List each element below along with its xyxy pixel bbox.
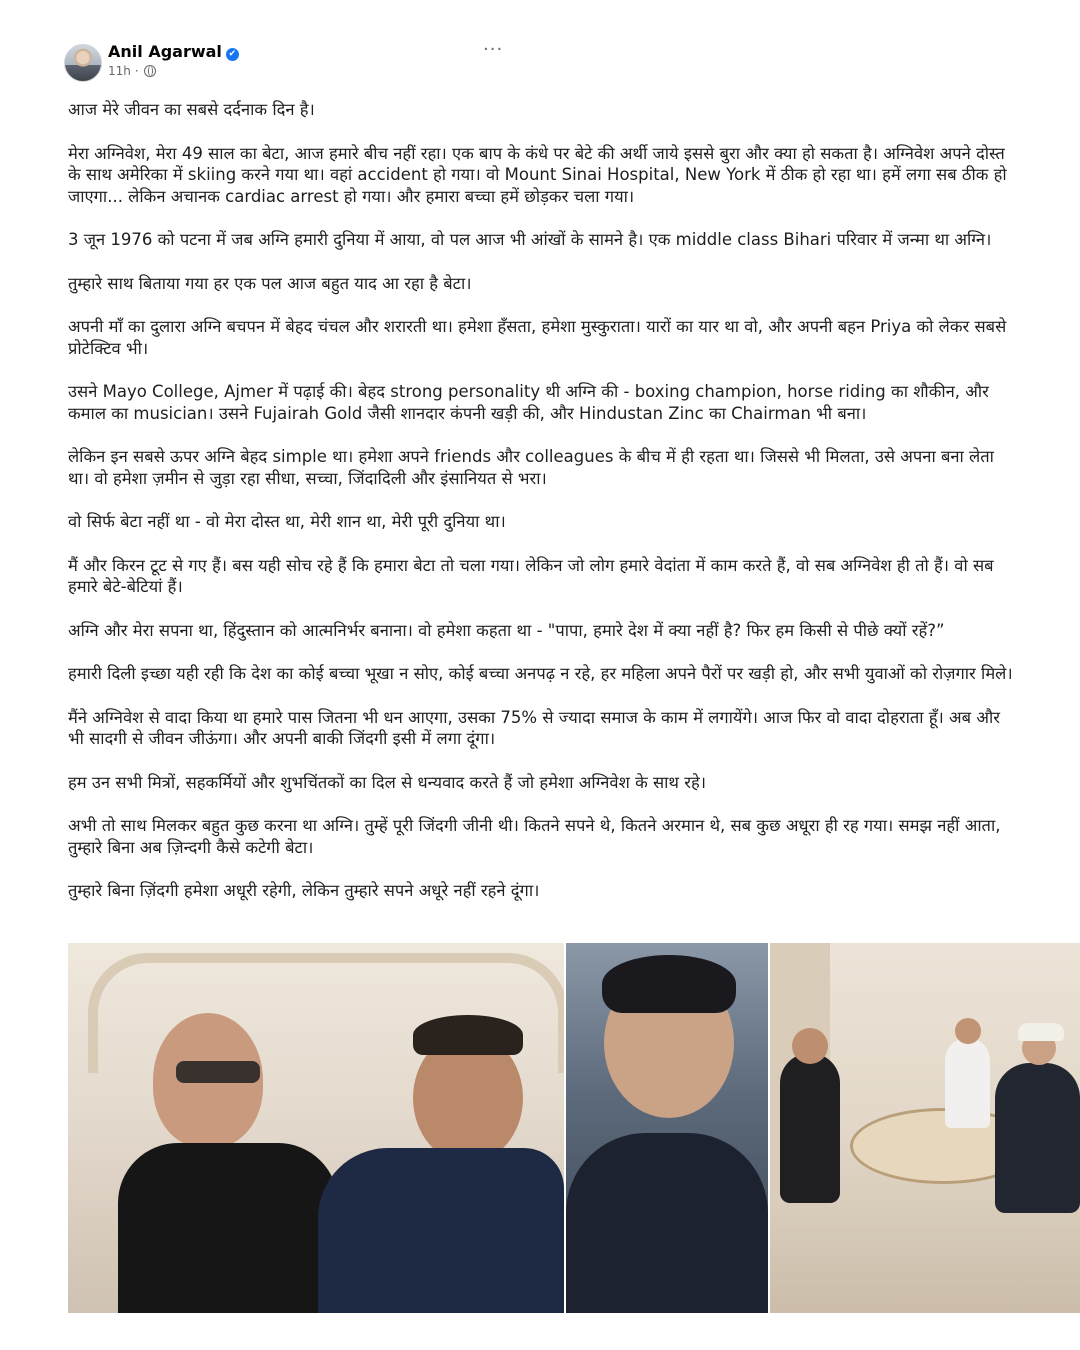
- post-paragraph: उसने Mayo College, Ajmer में पढ़ाई की। बेहद strong personality थी अग्नि की - boxing champion, horse riding का शौकीन, और कमाल का musician। उसने Fujairah Gold जैसी शानदार कंपनी खड़ी की, और Hindustan Zinc का Chairman भी बना।: [68, 382, 989, 423]
- author-name[interactable]: [108, 42, 239, 61]
- post-meta: [108, 64, 156, 78]
- post-time[interactable]: 11h ·: [108, 64, 139, 78]
- post-body: [68, 99, 1013, 924]
- post-paragraph: हम उन सभी मित्रों, सहकर्मियों और शुभचिंतकों का दिल से धन्यवाद करते हैं जो हमेशा अग्निवेश के साथ रहे।: [68, 772, 706, 792]
- post-paragraph: 3 जून 1976 को पटना में जब अग्नि हमारी दुनिया में आया, वो पल आज भी आंखों के सामने है। एक middle class Bihari परिवार में जन्मा था अग्नि।: [68, 230, 992, 249]
- photo-father-son-hug[interactable]: [68, 943, 564, 1313]
- author-avatar[interactable]: [64, 44, 102, 82]
- post-paragraph: अपनी माँ का दुलारा अग्नि बचपन में बेहद चंचल और शरारती था। हमेशा हँसता, हमेशा मुस्कुराता। यारों का यार था वो, और अपनी बहन Priya को लेकर सबसे प्रोटेक्टिव भी।: [68, 317, 1007, 358]
- post-paragraph: तुम्हारे साथ बिताया गया हर एक पल आज बहुत याद आ रहा है बेटा।: [68, 273, 472, 293]
- post-paragraph: तुम्हारे बिना ज़िंदगी हमेशा अधूरी रहेगी, लेकिन तुम्हारे सपने अधूरे नहीं रहने दूंगा।: [68, 881, 540, 900]
- photo-family-dining[interactable]: [770, 943, 1080, 1313]
- post-paragraph: लेकिन इन सबसे ऊपर अग्नि बेहद simple था। हमेशा अपने friends और colleagues के बीच में ही रहता था। जिससे भी मिलता, उसे अपना बना लेता था। वो हमेशा ज़मीन से जुड़ा रहा सीधा, सच्चा, जिंदादिली और इंसानियत से भरा।: [68, 447, 994, 488]
- post-paragraph: आज मेरे जीवन का सबसे दर्दनाक दिन है।: [68, 100, 315, 119]
- author-name-text[interactable]: Anil Agarwal: [108, 42, 222, 61]
- post-paragraph: मेरा अग्निवेश, मेरा 49 साल का बेटा, आज हमारे बीच नहीं रहा। एक बाप के कंधे पर बेटे की अर्थी जाये इससे बुरा और क्या हो सकता है। अग्निवेश अपने दोस्त के साथ अमेरिका में skiing करने गया था। वहां accident हो गया। वो Mount Sinai Hospital, New York में ठीक हो रहा था। हमें लगा सब ठीक हो जाएगा... लेकिन अचानक cardiac arrest हो गया। और हमारा बच्चा हमें छोड़कर चला गया।: [68, 143, 1007, 206]
- post-paragraph: हमारी दिली इच्छा यही रही कि देश का कोई बच्चा भूखा न सोए, कोई बच्चा अनपढ़ न रहे, हर महिला अपने पैरों पर खड़ी हो, और सभी युवाओं को रोज़गार मिले।: [68, 664, 1013, 683]
- more-options-icon[interactable]: ···: [483, 39, 504, 60]
- post-paragraph: वो सिर्फ बेटा नहीं था - वो मेरा दोस्त था, मेरी शान था, मेरी पूरी दुनिया था।: [68, 512, 506, 531]
- post-paragraph: मैं और किरन टूट से गए हैं। बस यही सोच रहे हैं कि हमारा बेटा तो चला गया। लेकिन जो लोग हमारे वेदांता में काम करते हैं, वो सब अग्निवेश ही तो हैं। वो सब हमारे बेटे-बेटियां हैं।: [68, 555, 994, 596]
- globe-icon: [144, 65, 156, 77]
- post-paragraph: मैंने अग्निवेश से वादा किया था हमारे पास जितना भी धन आएगा, उसका 75% से ज्यादा समाज के काम में लगायेंगे। आज फिर वो वादा दोहराता हूँ। अब और भी सादगी से जीवन जीऊंगा। और अपनी बाकी जिंदगी इसी में लगा दूंगा।: [68, 707, 1000, 748]
- photo-grid: [68, 943, 1080, 1313]
- photo-portrait[interactable]: [566, 943, 768, 1313]
- post-header: [64, 39, 524, 82]
- verified-badge-icon: ✔: [226, 48, 239, 61]
- post-paragraph: अग्नि और मेरा सपना था, हिंदुस्तान को आत्मनिर्भर बनाना। वो हमेशा कहता था - "पापा, हमारे देश में क्या नहीं है? फिर हम किसी से पीछे क्यों रहें?”: [68, 620, 945, 640]
- post-paragraph: अभी तो साथ मिलकर बहुत कुछ करना था अग्नि। तुम्हें पूरी जिंदगी जीनी थी। कितने सपने थे, कितने अरमान थे, सब कुछ अधूरा ही रह गया। समझ नहीं आता, तुम्हारे बिना अब ज़िन्दगी कैसे कटेगी बेटा।: [68, 816, 1001, 857]
